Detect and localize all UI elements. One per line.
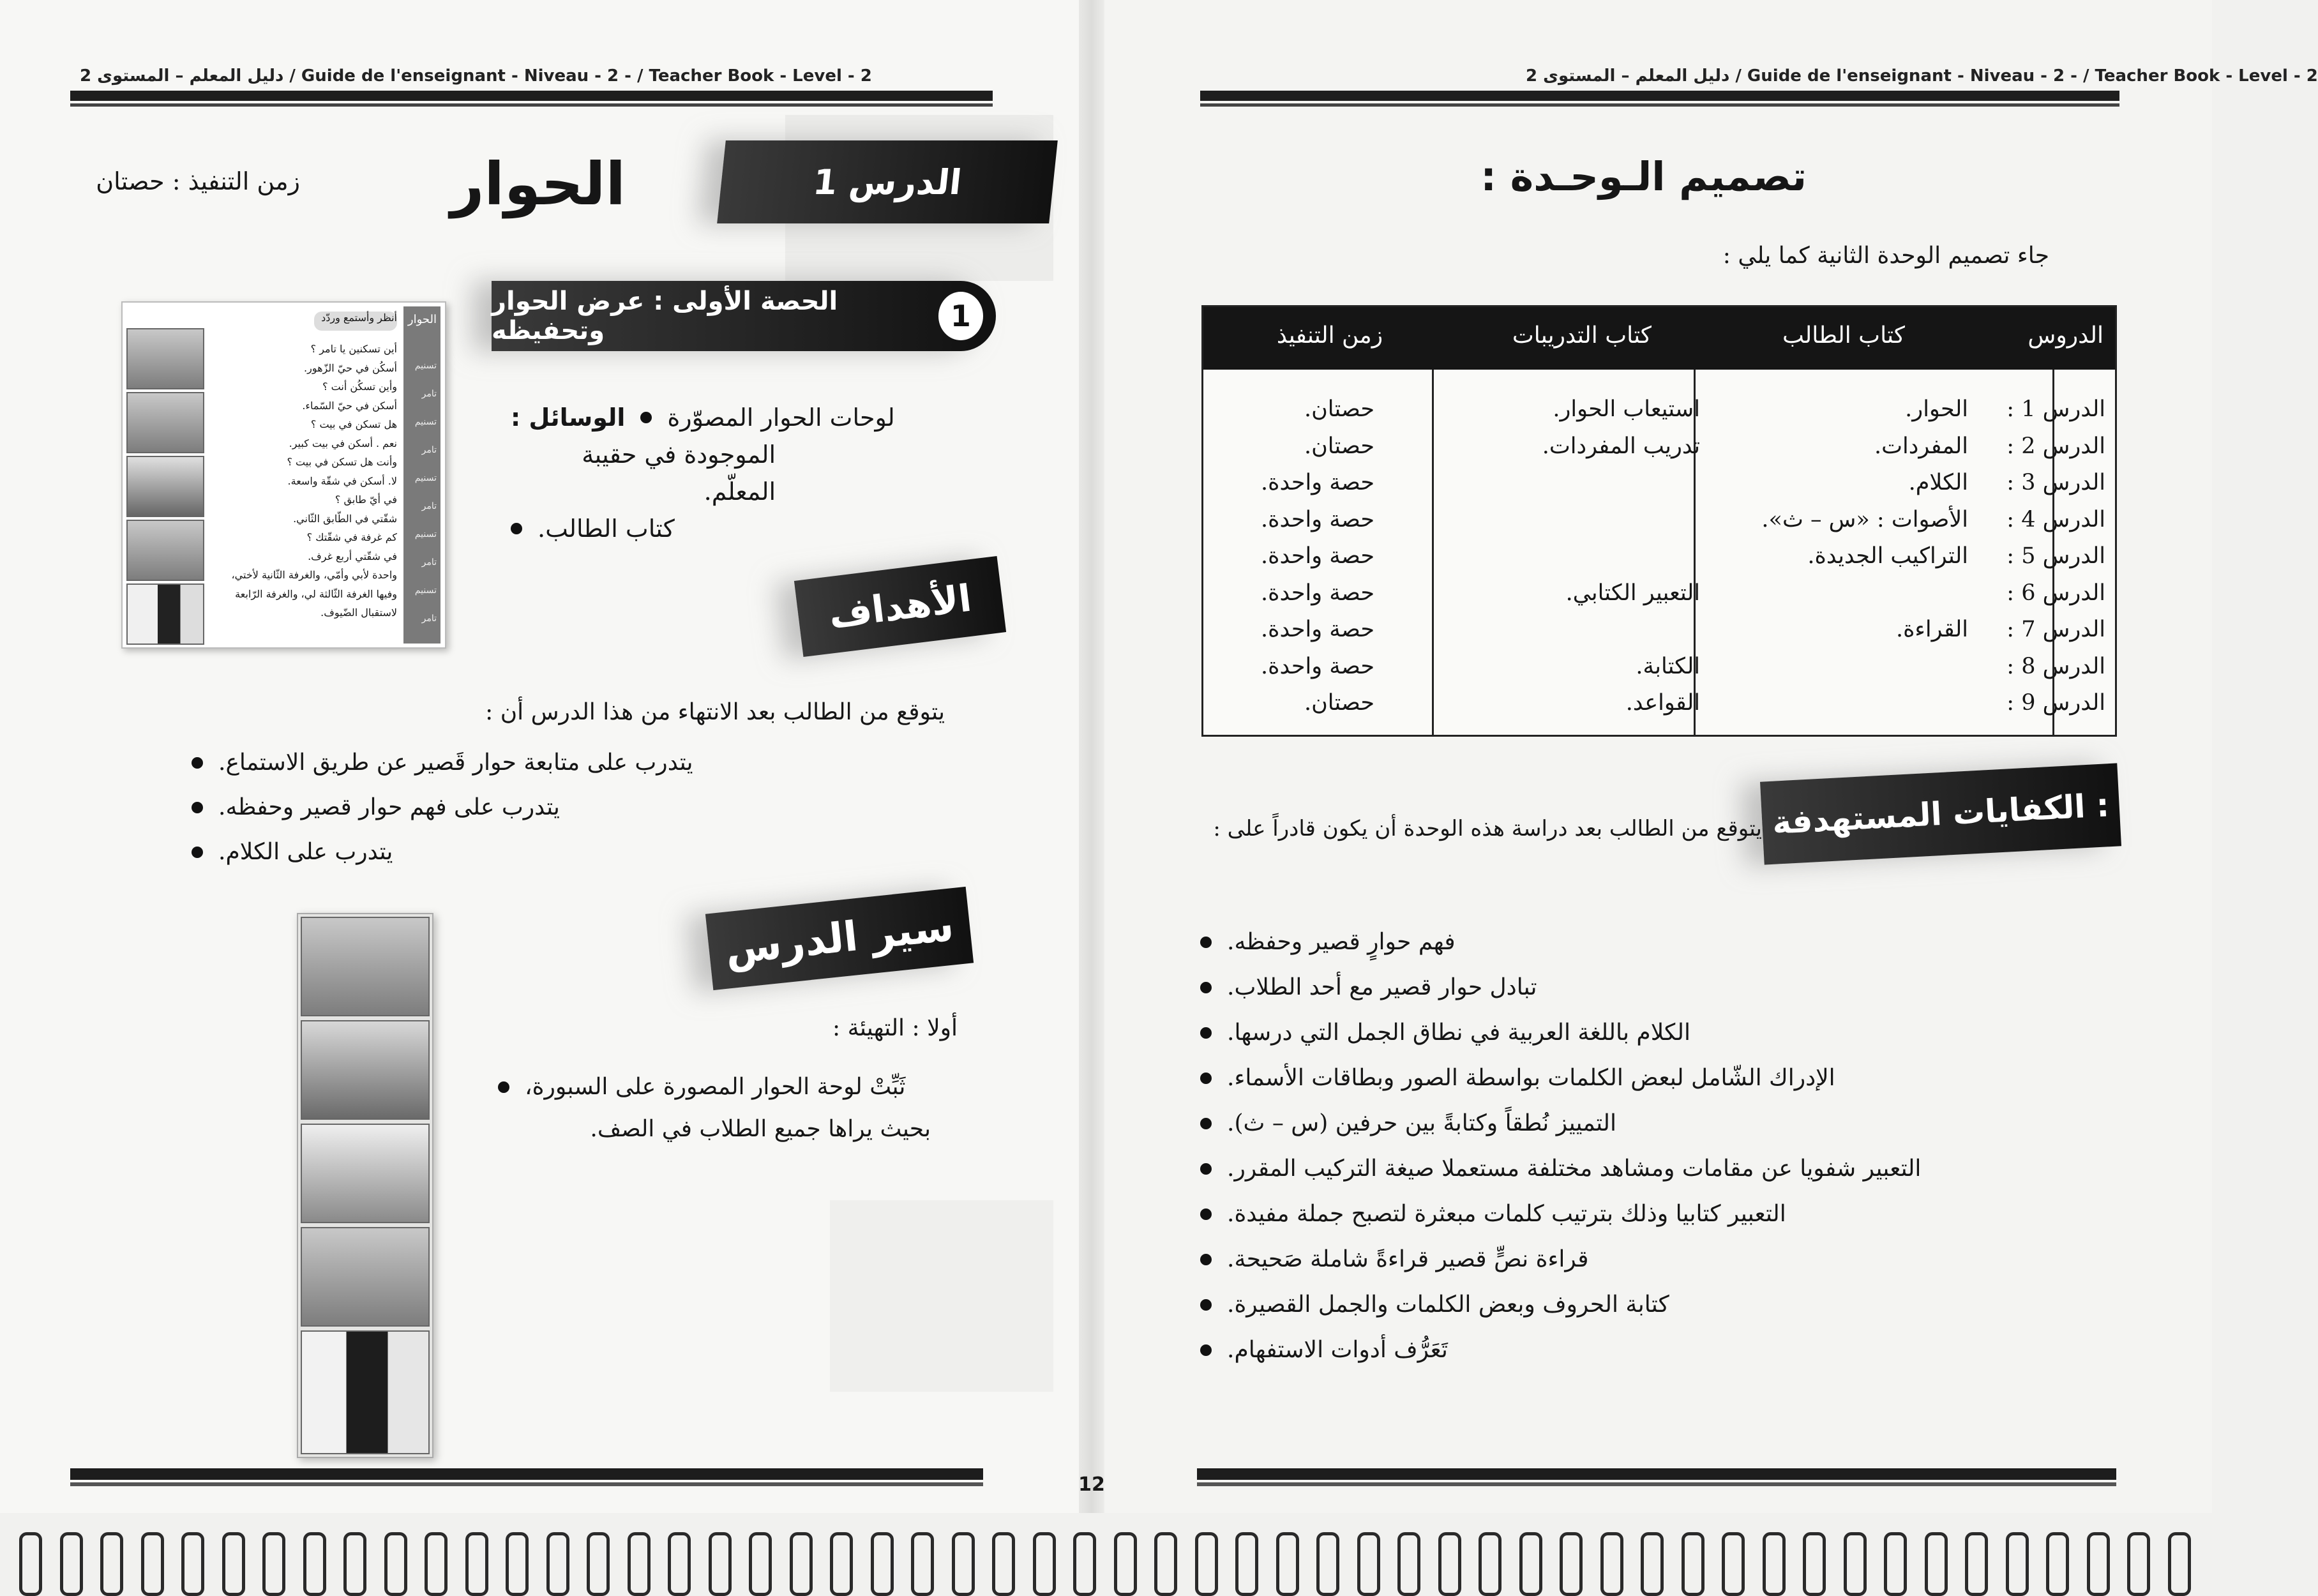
binding-ring	[1114, 1532, 1137, 1596]
thumb-speaker-label: تامر	[421, 389, 437, 399]
thumb-dialogue-line: أين تسكنين يا تامر ؟	[310, 343, 397, 355]
binding-ring	[222, 1532, 245, 1596]
binding-ring	[506, 1532, 529, 1596]
binding-ring	[871, 1532, 894, 1596]
door-photo	[301, 1330, 430, 1454]
binding-ring	[1195, 1532, 1218, 1596]
session-banner	[492, 281, 996, 351]
thumb-speaker-label: تسنيم	[414, 361, 437, 371]
footer-bar-left	[70, 1468, 983, 1480]
thumb-dialogue-line: أسكن في حيّ السّماء.	[302, 399, 397, 412]
bullet	[1200, 1344, 1212, 1356]
binding-ring	[425, 1532, 448, 1596]
street-photo	[301, 1020, 430, 1120]
thumb-subtitle: أنظر وأستمع وردّد	[314, 312, 397, 331]
page-number: 12	[1078, 1473, 1105, 1496]
apartment-block-photo	[301, 1227, 430, 1327]
thumb-dialogue-line: نعم . أسكن في بيت كبير.	[289, 437, 397, 449]
competency-item	[1200, 1146, 1992, 1191]
thumb-speaker-label: تامر	[421, 445, 437, 455]
lesson-title: الحوار	[450, 150, 626, 218]
binding-ring	[2006, 1532, 2029, 1596]
competency-item-text: الكلام باللغة العربية في نطاق الجمل التي درسها.	[1227, 1020, 1691, 1046]
binding-ring	[1965, 1532, 1988, 1596]
binding-ring	[1316, 1532, 1339, 1596]
thumb-dialogue-line: وأنت هل تسكن في بيت ؟	[287, 456, 397, 468]
binding-ring	[100, 1532, 123, 1596]
goal-item-text: يتدرب على فهم حوار قصير وحفظه.	[218, 794, 560, 820]
thumb-dialogue-line: كم غرفة في شقّتك ؟	[306, 531, 397, 543]
binding-ring	[1154, 1532, 1177, 1596]
header-bar-right	[1200, 91, 2119, 101]
binding-ring	[1073, 1532, 1096, 1596]
competency-item	[1200, 1327, 1992, 1373]
workbook-cell	[1445, 465, 1700, 502]
competencies-list	[1200, 919, 1992, 1373]
workbook-cell	[1445, 538, 1700, 575]
workbook-cell: التعبير الكتابي.	[1565, 580, 1700, 606]
binding-ring	[911, 1532, 934, 1596]
duration-cell: حصة واحدة.	[1261, 580, 1374, 606]
workbook-cell: القواعد.	[1625, 690, 1700, 716]
thumb-dialogue-line: هل تسكن في بيت ؟	[310, 418, 397, 430]
lesson-cell: الدرس 9 :	[2006, 690, 2105, 716]
duration-cell: حصة واحدة.	[1261, 543, 1374, 569]
lesson-label: الدرس 1	[811, 162, 964, 202]
goal-item	[192, 741, 945, 785]
thumb-dialogue-line: لا. أسكن في شقّة واسعة.	[287, 474, 397, 487]
bullet	[1200, 1299, 1212, 1311]
workbook-cell: تدريب المفردات.	[1542, 433, 1700, 459]
binding-ring	[628, 1532, 651, 1596]
goals-list	[192, 741, 945, 875]
bullet	[1200, 937, 1212, 948]
thumb-speaker-label: تسنيم	[414, 417, 437, 427]
materials-block	[511, 399, 945, 547]
competency-item	[1200, 919, 1992, 965]
competency-item	[1200, 1282, 1992, 1327]
competency-item-text: قراءة نصٍّ قصير قراءةً شاملة صَحيحة.	[1227, 1246, 1589, 1272]
lesson-cell: الدرس 3 :	[2006, 470, 2105, 495]
prep-block	[498, 1066, 958, 1150]
competency-item	[1200, 965, 1992, 1010]
competency-item	[1200, 1101, 1992, 1146]
binding-ring	[1884, 1532, 1907, 1596]
binding-ring	[2046, 1532, 2069, 1596]
thumb-dialogue-line: في أيّ طابق ؟	[335, 493, 397, 506]
binding-ring	[19, 1532, 42, 1596]
student-book-cell: التراكيب الجديدة.	[1807, 543, 1968, 569]
unit-design-table	[1201, 305, 2117, 737]
bullet	[511, 523, 522, 534]
duration-cell: حصتان.	[1304, 433, 1374, 459]
competency-item	[1200, 1010, 1992, 1055]
bullet	[1200, 1254, 1212, 1265]
binding-ring	[749, 1532, 772, 1596]
thumb-speaker-label: تامر	[421, 501, 437, 511]
lesson-cell: الدرس 2 :	[2006, 433, 2105, 459]
binding-ring	[262, 1532, 285, 1596]
binding-ring	[952, 1532, 975, 1596]
duration-cell: حصة واحدة.	[1261, 653, 1374, 679]
binding-ring	[1844, 1532, 1867, 1596]
material-item: الموجودة في حقيبة المعلّم.	[582, 440, 776, 506]
student-book-cell: الحوار.	[1905, 396, 1968, 422]
goal-item	[192, 785, 945, 830]
thumb-speaker-label: تامر	[421, 557, 437, 568]
duration-cell: حصة واحدة.	[1261, 470, 1374, 495]
competency-item-text: الإدراك الشّامل لبعض الكلمات بواسطة الصور وبطاقات الأسماء.	[1227, 1065, 1835, 1091]
duration-cell: حصتان.	[1304, 396, 1374, 422]
bullet	[498, 1081, 509, 1093]
binding-ring	[1763, 1532, 1786, 1596]
competency-item-text: كتابة الحروف وبعض الكلمات والجمل القصيرة.	[1227, 1291, 1669, 1318]
prep-item: بحيث يراها جميع الطلاب في الصف.	[590, 1116, 931, 1142]
house-photo	[301, 1124, 430, 1223]
competency-item	[1200, 1237, 1992, 1282]
building-photo	[126, 328, 204, 389]
student-book-cell: الكلام.	[1908, 470, 1968, 495]
thumb-dialogue-line: شقّتي في الطّابق الثّاني.	[293, 512, 397, 525]
goal-item	[192, 830, 945, 875]
thumb-speaker-label: تامر	[421, 614, 437, 624]
student-book-cell: المفردات.	[1874, 433, 1968, 459]
student-book-cell: القراءة.	[1895, 617, 1968, 642]
binding-ring	[141, 1532, 164, 1596]
binding-ring	[1033, 1532, 1056, 1596]
footer-bar-left-thin	[70, 1482, 983, 1486]
competency-item-text: التمييز نُطقاً وكتابةً بين حرفين (س – ث).	[1227, 1110, 1616, 1136]
thumb-dialogue-line: لاستقبال الضّيوف.	[320, 606, 397, 619]
goals-banner-label: الأهداف	[826, 576, 974, 637]
footer-bar-right	[1197, 1468, 2116, 1480]
header-bar-left-thin	[70, 103, 993, 107]
duration-cell: حصة واحدة.	[1261, 506, 1374, 532]
header-right: 2 دليل المعلم – المستوى / Guide de l'enseignant - Niveau - 2 - / Teacher Book - Level - 2	[1526, 66, 2318, 86]
procedure-banner-label: سير الدرس	[723, 903, 956, 974]
th-student-book: كتاب الطالب	[1782, 322, 1906, 349]
lesson-cell: الدرس 8 :	[2006, 653, 2105, 679]
bullet	[192, 847, 203, 858]
street-photo	[126, 392, 204, 453]
material-item: كتاب الطالب.	[538, 515, 675, 543]
competency-item-text: التعبير كتابيا وذلك بترتيب كلمات مبعثرة لتصبح جملة مفيدة.	[1227, 1201, 1786, 1227]
binding-ring	[709, 1532, 732, 1596]
session-title: الحصة الأولى : عرض الحوار وتحفيظه	[492, 287, 838, 345]
binding-ring	[1357, 1532, 1380, 1596]
bullet	[192, 757, 203, 769]
binding-ring	[1641, 1532, 1664, 1596]
bullet	[1200, 982, 1212, 993]
competency-item-text: تَعَرُّف أدوات الاستفهام.	[1227, 1337, 1448, 1363]
header-left: 2 دليل المعلم – المستوى / Guide de l'enseignant - Niveau - 2 - / Teacher Book - Level - 2	[80, 66, 872, 86]
binding-ring	[384, 1532, 407, 1596]
lesson-cell: الدرس 7 :	[2006, 617, 2105, 642]
binding-ring	[1397, 1532, 1420, 1596]
competency-item-text: فهم حوارٍ قصير وحفظه.	[1227, 929, 1456, 955]
goal-item-text: يتدرب على متابعة حوار قَصير عن طريق الاستماع.	[218, 749, 693, 776]
design-title: تصميم الـوحـدة :	[1480, 153, 1807, 200]
bullet	[1200, 1163, 1212, 1175]
binding-ring	[1560, 1532, 1583, 1596]
lesson-cell: الدرس 6 :	[2006, 580, 2105, 606]
lesson-cell: الدرس 5 :	[2006, 543, 2105, 569]
thumb-title: الحوار	[407, 313, 437, 326]
binding-ring	[830, 1532, 853, 1596]
session-number: 1	[938, 292, 983, 340]
materials-label: الوسائل :	[511, 403, 626, 432]
door-photo	[126, 583, 204, 645]
binding-ring	[1722, 1532, 1745, 1596]
header-bar-right-thin	[1200, 103, 2119, 107]
workbook-cell	[1445, 612, 1700, 649]
photo-strip	[297, 913, 433, 1458]
show-through-block	[830, 1200, 1053, 1392]
th-duration: زمن التنفيذ	[1276, 322, 1383, 349]
bullet	[1200, 1208, 1212, 1220]
lesson-cell: الدرس 1 :	[2006, 396, 2105, 422]
duration-cell: حصة واحدة.	[1261, 617, 1374, 642]
binding-ring	[1803, 1532, 1826, 1596]
material-item: لوحات الحوار المصوّرة	[667, 403, 895, 432]
binding-ring	[2127, 1532, 2150, 1596]
th-lessons: الدروس	[2028, 322, 2104, 349]
binding-ring	[1600, 1532, 1623, 1596]
competency-item	[1200, 1191, 1992, 1237]
binding-ring	[303, 1532, 326, 1596]
binding-ring	[992, 1532, 1015, 1596]
binding-ring	[1519, 1532, 1542, 1596]
binding-ring	[181, 1532, 204, 1596]
book-spine	[1079, 0, 1104, 1513]
thumb-dialogue-line: في شقّتي أربع غرف.	[308, 550, 397, 562]
binding-ring	[546, 1532, 569, 1596]
bullet	[1200, 1118, 1212, 1129]
thumb-side-column	[403, 306, 440, 644]
binding-ring	[1438, 1532, 1461, 1596]
house-photo	[126, 456, 204, 517]
goals-intro: يتوقع من الطالب بعد الانتهاء من هذا الدرس أن :	[485, 699, 945, 725]
bullet	[640, 412, 652, 423]
lesson-cell: الدرس 4 :	[2006, 506, 2105, 532]
binding-ring	[1276, 1532, 1299, 1596]
binding-ring	[587, 1532, 610, 1596]
prep-title: أولا : التهيئة :	[832, 1015, 958, 1041]
duration-cell: حصتان.	[1304, 690, 1374, 716]
bullet	[1200, 1073, 1212, 1084]
student-book-cell: الأصوات : «س – ث».	[1761, 506, 1968, 532]
workbook-cell	[1445, 502, 1700, 539]
goal-item-text: يتدرب على الكلام.	[218, 839, 393, 865]
thumb-speaker-label: تسنيم	[414, 585, 437, 596]
workbook-cell: استيعاب الحوار.	[1553, 396, 1700, 422]
bullet	[192, 802, 203, 813]
thumb-dialogue-line: وأين تسكُن أنت ؟	[322, 380, 397, 393]
prep-item: ثَبِّتْ لوحة الحوار المصورة على السبورة،	[525, 1074, 906, 1100]
binding-ring	[343, 1532, 366, 1596]
bullet	[1200, 1027, 1212, 1039]
binding-ring	[465, 1532, 488, 1596]
buildings-photo	[301, 917, 430, 1016]
binding-ring	[1479, 1532, 1501, 1596]
thumb-dialogue	[206, 340, 397, 622]
th-workbook: كتاب التدريبات	[1512, 322, 1652, 349]
footer-bar-right-thin	[1197, 1482, 2116, 1486]
thumb-speaker-label: تسنيم	[414, 473, 437, 483]
binding-ring	[790, 1532, 813, 1596]
lesson-duration: زمن التنفيذ : حصتان	[96, 167, 300, 195]
binding-ring	[1235, 1532, 1258, 1596]
duration-column	[1183, 391, 1374, 722]
thumb-dialogue-line: واحدة لأبي وأمّي، والغرفة الثّانية لأختي،	[231, 569, 397, 581]
competency-item-text: التعبير شفويا عن مقامات ومشاهد مختلفة مستعملا صيغة التركيب المقرر.	[1227, 1156, 1922, 1182]
binding-ring	[60, 1532, 83, 1596]
binding-ring	[2087, 1532, 2110, 1596]
lessons-column	[1991, 391, 2105, 722]
binding-ring	[1682, 1532, 1705, 1596]
competency-item-text: تبادل حوار قصير مع أحد الطلاب.	[1227, 974, 1537, 1000]
design-intro: جاء تصميم الوحدة الثانية كما يلي :	[1722, 243, 2049, 269]
competency-item	[1200, 1055, 1992, 1101]
thumb-dialogue-line: وفيها الغرفة الثّالثة لي، والغرفة الرّابعة	[235, 587, 397, 600]
lesson-banner	[717, 140, 1058, 223]
thumb-dialogue-line: أسكُن في حيّ الزّهور.	[304, 361, 397, 374]
competencies-banner-label: الكفايات المستهدفة :	[1771, 787, 2111, 841]
binding-ring	[668, 1532, 691, 1596]
binding-ring	[2168, 1532, 2191, 1596]
apartment-photo	[126, 520, 204, 581]
thumb-speaker-label: تسنيم	[414, 529, 437, 539]
column-rule	[1432, 370, 1434, 735]
competencies-intro: يتوقع من الطالب بعد دراسة هذه الوحدة أن يكون قادراً على :	[1213, 816, 1762, 841]
header-bar-left	[70, 91, 993, 101]
workbook-column	[1445, 391, 1700, 722]
binding-ring	[1925, 1532, 1948, 1596]
workbook-cell: الكتابة.	[1636, 653, 1700, 679]
book-thumbnail	[121, 301, 446, 649]
